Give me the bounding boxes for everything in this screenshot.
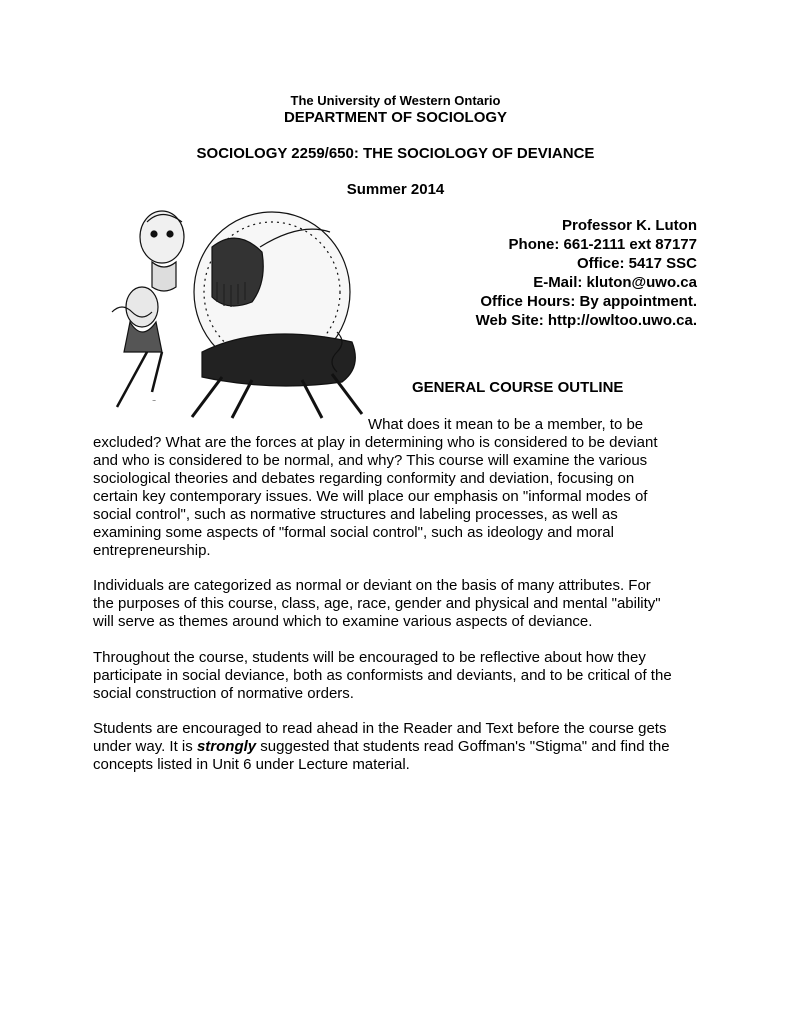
professor-name: Professor K. Luton [561,217,697,234]
paragraph-line: Throughout the course, students will be encouraged to be reflective about how they [93,649,646,666]
paragraph-line: and who is considered to be normal, and why? This course will examine the various [93,452,648,469]
paragraph-line: social construction of normative orders. [93,685,354,702]
outline-heading: GENERAL COURSE OUTLINE [412,379,624,396]
illustration-caption: ~ [152,398,157,404]
paragraph-line: examining some aspects of "formal social control", such as ideology and moral [93,524,614,541]
emphasis-strongly: strongly [196,738,257,755]
paragraph-attributes [93,577,703,631]
paragraph-line: What does it mean to be a member, to be [368,416,644,433]
paragraph-line: sociological theories and debates regarding conformity and deviation, focusing on [93,470,635,487]
paragraph-line: certain key contemporary issues. We will place our emphasis on "informal modes of [93,488,648,505]
email: E-Mail: kluton@uwo.ca [533,274,697,291]
contact-block [337,216,697,330]
department-name: DEPARTMENT OF SOCIOLOGY [283,109,508,126]
phone: Phone: 661-2111 ext 87177 [508,236,697,253]
office-hours: Office Hours: By appointment. [480,293,697,310]
paragraph-reading [93,720,703,774]
paragraph-line: social control", such as normative structures and labeling processes, as well as [93,506,618,523]
text-segment: under way. It is [93,738,197,755]
paragraph-line: participate in social deviance, both as conformists and deviants, and to be critical of the [93,667,672,684]
paragraph-line: Students are encouraged to read ahead in the Reader and Text before the course gets [93,720,667,737]
paragraph-line: Individuals are categorized as normal or deviant on the basis of many attributes. For [93,577,651,594]
paragraph-intro [93,416,703,560]
website: Web Site: http://owltoo.uwo.ca. [475,312,697,329]
paragraph-line: concepts listed in Unit 6 under Lecture material. [93,756,410,773]
course-title: SOCIOLOGY 2259/650: THE SOCIOLOGY OF DEVIANCE [196,145,595,162]
paragraph-reflection [93,649,703,703]
paragraph-line: will serve as themes around which to examine various aspects of deviance. [93,613,593,630]
paragraph-line: the purposes of this course, class, age, race, gender and physical and mental "ability" [93,595,661,612]
paragraph-line: excluded? What are the forces at play in determining who is considered to be deviant [93,434,658,451]
course-term: Summer 2014 [346,181,445,198]
university-name: The University of Western Ontario [290,93,501,108]
paragraph-line: entrepreneurship. [93,542,211,559]
text-segment: suggested that students read Goffman's "Stigma" and find the [256,738,670,755]
paragraph-line [93,738,703,756]
office: Office: 5417 SSC [576,255,697,272]
